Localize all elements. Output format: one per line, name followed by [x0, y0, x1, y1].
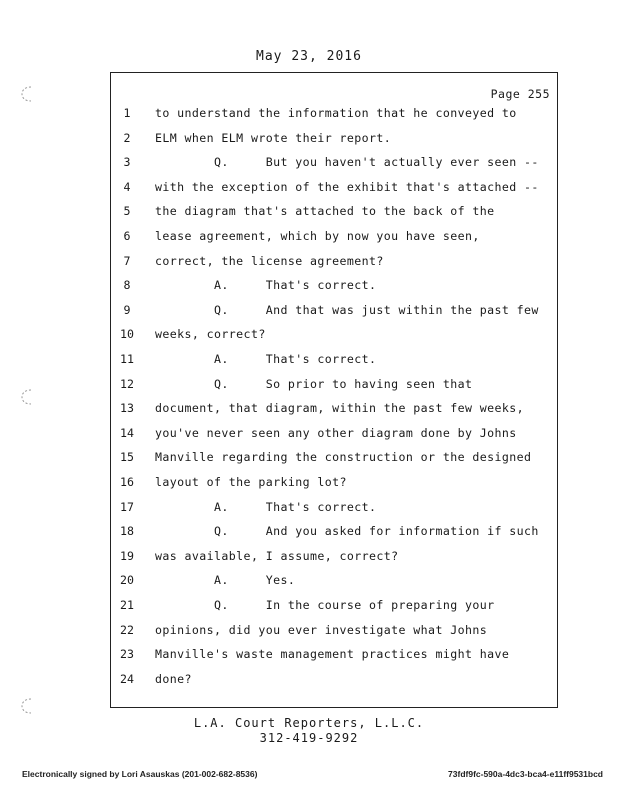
transcript-date: May 23, 2016 [256, 49, 362, 64]
transcript-line [110, 596, 558, 614]
transcript-line [110, 350, 558, 368]
transcript-line [110, 276, 558, 294]
page-number: Page 255 [490, 87, 550, 101]
transcript-line [110, 473, 558, 491]
line-text: Q. So prior to having seen that [155, 376, 473, 391]
transcript-line [110, 202, 558, 220]
line-text: with the exception of the exhibit that's attached -- [155, 179, 539, 194]
line-text: was available, I assume, correct? [155, 548, 399, 563]
transcript-line [110, 325, 558, 343]
line-text: correct, the license agreement? [155, 253, 384, 268]
transcript-line [110, 178, 558, 196]
line-text: Manville regarding the construction or the designed [155, 450, 532, 465]
punch-hole-icon [20, 697, 34, 715]
line-text: opinions, did you ever investigate what Johns [155, 622, 488, 637]
document-hash: 73fdf9fc-590a-4dc3-bca4-e11ff9531bcd [448, 769, 603, 779]
line-text: ELM when ELM wrote their report. [155, 130, 392, 145]
reporter-company: L.A. Court Reporters, L.L.C. [193, 716, 425, 730]
line-text: A. Yes. [155, 573, 296, 588]
transcript-line [110, 252, 558, 270]
line-number: 5 [123, 204, 131, 219]
transcript-line [110, 375, 558, 393]
line-number: 24 [120, 671, 134, 686]
line-number: 22 [120, 622, 134, 637]
line-number: 13 [120, 401, 134, 416]
line-number: 9 [123, 302, 131, 317]
line-number: 11 [120, 352, 134, 366]
punch-hole-icon [20, 388, 34, 406]
line-number: 7 [123, 253, 131, 268]
line-text: layout of the parking lot? [155, 475, 347, 489]
line-text: Q. And that was just within the past few [155, 302, 539, 317]
line-text: Q. In the course of preparing your [155, 598, 495, 612]
transcript-line [110, 498, 558, 516]
transcript-line [110, 547, 558, 565]
transcript-line [110, 645, 558, 663]
line-number: 8 [123, 278, 131, 293]
line-text: Q. And you asked for information if such [155, 524, 539, 539]
line-number: 10 [120, 327, 134, 342]
line-number: 16 [120, 475, 134, 489]
e-signature-notice: Electronically signed by Lori Asauskas (201-002-682-8536) [22, 769, 258, 779]
line-text: lease agreement, which by now you have seen, [155, 229, 480, 243]
line-number: 15 [120, 450, 134, 465]
line-number: 20 [120, 573, 134, 588]
line-number: 12 [120, 376, 134, 391]
line-text: you've never seen any other diagram done by Johns [155, 425, 517, 440]
line-number: 4 [123, 179, 131, 194]
line-text: A. That's correct. [155, 278, 377, 293]
transcript-line [110, 448, 558, 466]
transcript-line [110, 670, 558, 688]
line-number: 2 [123, 130, 131, 145]
transcript-line [110, 571, 558, 589]
line-text: Q. But you haven't actually ever seen -- [155, 155, 539, 170]
line-text: done? [155, 671, 192, 686]
line-number: 19 [120, 548, 134, 563]
transcript-line [110, 227, 558, 245]
line-number: 6 [123, 229, 131, 243]
reporter-phone: 312-419-9292 [259, 731, 359, 745]
line-text: A. That's correct. [155, 352, 377, 366]
line-number: 14 [120, 425, 134, 440]
transcript-line [110, 301, 558, 319]
line-text: A. That's correct. [155, 499, 377, 514]
line-number: 17 [120, 499, 134, 514]
line-number: 18 [120, 524, 134, 539]
line-text: weeks, correct? [155, 327, 266, 342]
line-number: 23 [120, 647, 134, 662]
transcript-line [110, 522, 558, 540]
transcript-line [110, 129, 558, 147]
line-text: Manville's waste management practices might have [155, 647, 510, 662]
line-text: document, that diagram, within the past few weeks, [155, 401, 525, 416]
line-text: the diagram that's attached to the back of the [155, 204, 495, 219]
transcript-line [110, 104, 558, 122]
punch-hole-icon [20, 85, 34, 103]
line-text: to understand the information that he conveyed to [155, 106, 517, 120]
line-number: 1 [123, 106, 131, 120]
line-number: 21 [120, 598, 134, 612]
transcript-line [110, 621, 558, 639]
transcript-line [110, 153, 558, 171]
transcript-line [110, 399, 558, 417]
line-number: 3 [123, 155, 131, 170]
transcript-line [110, 424, 558, 442]
